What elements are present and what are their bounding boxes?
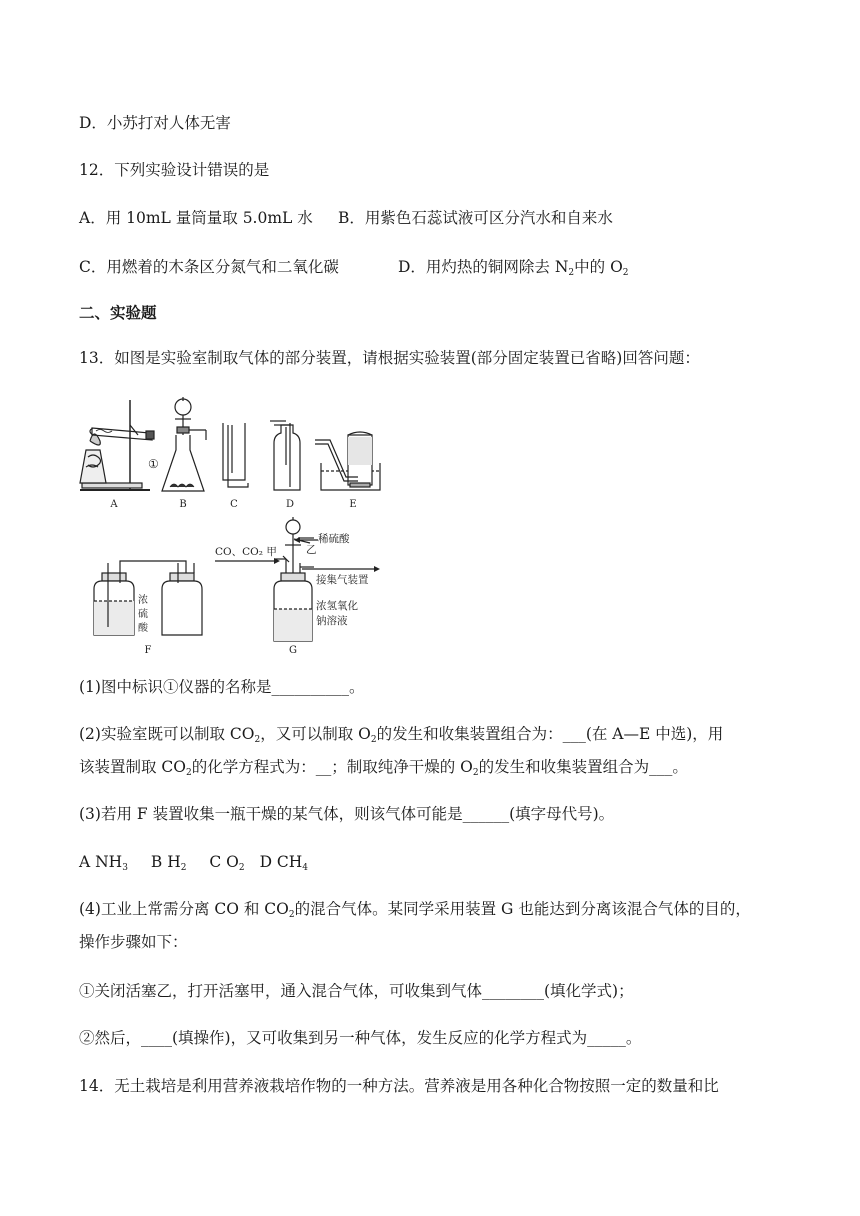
q13-3-option-c: C O <box>209 853 239 871</box>
apparatus-g <box>274 517 314 641</box>
option-d-prev: D．小苏打对人体无害 <box>79 114 231 132</box>
apparatus-e <box>315 432 380 490</box>
marker-1: ① <box>148 457 159 471</box>
q13-part-2-line2: 该装置制取 $CO_2$的化学方程式为：__；制取纯净干燥的 $O_2$的发生和收集装置组合为___。 <box>79 758 688 778</box>
q13-part-3: (3)若用 F 装置收集一瓶干燥的某气体，则该气体可能是______(填字母代号)。 <box>79 805 615 823</box>
q13-part-2-line1: (2)实验室既可以制取 $CO_2$，又可以制取 $O_2$的发生和收集装置组合为：___(在 A—E 中选)，用 <box>79 725 724 745</box>
apparatus-figure <box>78 395 418 667</box>
q13-part-4-step2: ②然后，____(填操作)，又可收集到另一种气体，发生反应的化学方程式为_____。 <box>79 1029 642 1047</box>
question-12: 12．下列实验设计错误的是 <box>79 161 270 179</box>
q12-option-c: C．用燃着的木条区分氮气和二氧化碳 <box>79 258 339 276</box>
label-f: F <box>144 645 152 656</box>
apparatus-a <box>80 400 154 490</box>
q12-option-a: A．用 10mL 量筒量取 5.0mL 水 <box>79 209 313 227</box>
g-liquid-2: 钠溶液 <box>316 615 348 627</box>
label-d: D <box>285 499 295 510</box>
q12-option-d: D．用灼热的铜网除去 $N_2$中的 $O_2$ <box>398 258 629 278</box>
f-liquid-2: 硫 <box>138 609 148 620</box>
g-liquid-1: 浓氢氧化 <box>316 600 358 612</box>
g-inlet-label: CO、CO₂ 甲 <box>215 546 277 558</box>
q13-3-option-b: B H <box>150 853 181 871</box>
label-a: A <box>110 499 118 510</box>
g-outlet-label: 接集气装置 <box>316 574 369 586</box>
apparatus-d <box>270 421 300 490</box>
question-14: 14．无土栽培是利用营养液栽培作物的一种方法。营养液是用各种化合物按照一定的数量和比 <box>79 1077 719 1095</box>
section-heading: 二、实验题 <box>79 304 157 322</box>
g-valve-label: 乙 <box>306 544 317 556</box>
q13-part-1: (1)图中标识①仪器的名称是__________。 <box>79 678 365 696</box>
q13-part-4-line2: 操作步骤如下： <box>79 933 188 951</box>
question-13: 13．如图是实验室制取气体的部分装置，请根据实验装置(部分固定装置已省略)回答问题： <box>79 349 700 367</box>
label-e: E <box>349 499 357 510</box>
q12-option-b: B．用紫色石蕊试液可区分汽水和自来水 <box>338 209 613 227</box>
g-acid-label: 稀硫酸 <box>318 533 350 545</box>
apparatus-b <box>162 397 206 491</box>
q13-3-option-a: A NH <box>79 853 123 871</box>
q13-part-4-line1: (4)工业上常需分离 CO 和 $CO_2$的混合气体。某同学采用装置 G 也能达到分离该混合气体的目的， <box>79 900 751 920</box>
q13-part-4-step1: ①关闭活塞乙，打开活塞甲，通入混合气体，可收集到气体________(填化学式)； <box>79 982 634 1000</box>
label-g: G <box>289 645 297 656</box>
q13-3-option-d: D CH <box>259 853 303 871</box>
q13-part-3-options: A $NH_3$ B $H_2$ C $O_2$ D $CH_4$ <box>79 853 309 873</box>
apparatus-c <box>223 423 248 487</box>
label-c: C <box>230 499 238 510</box>
f-liquid-3: 酸 <box>138 623 148 634</box>
f-liquid-1: 浓 <box>138 595 148 606</box>
label-b: B <box>179 499 187 510</box>
apparatus-f <box>94 561 202 635</box>
